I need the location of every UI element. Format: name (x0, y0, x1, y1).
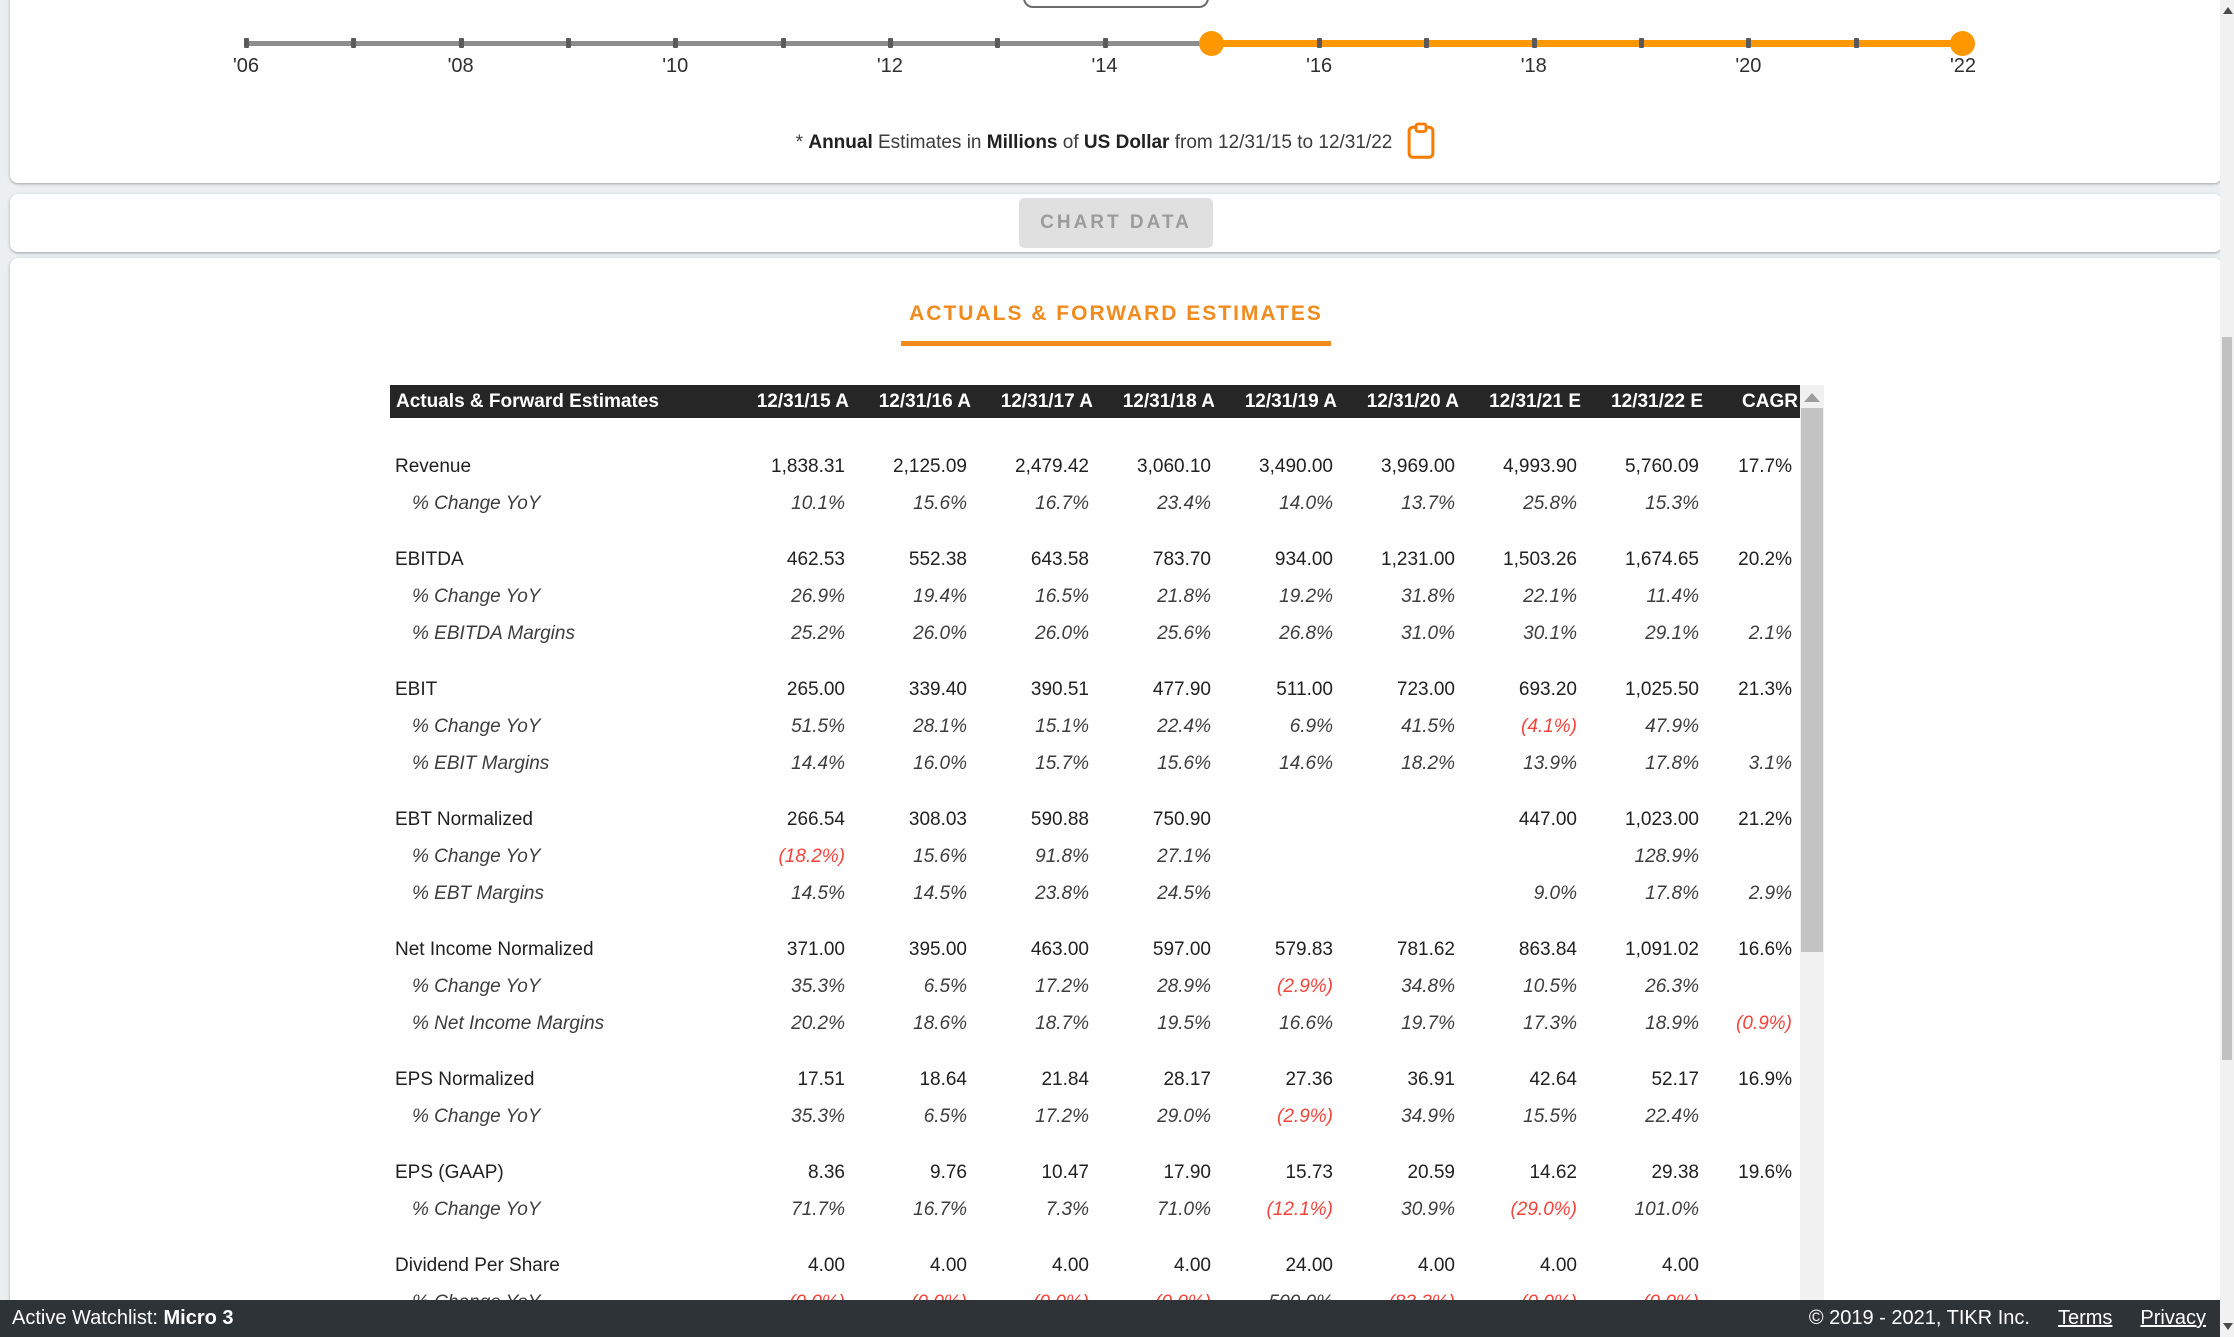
metric-value: 265.00 (786, 678, 845, 700)
scrollbar-up-icon[interactable] (2223, 7, 2233, 14)
metric-value: 934.00 (1274, 548, 1333, 570)
cagr-value: 16.6% (1738, 938, 1792, 960)
estimates-table (390, 385, 1800, 1321)
slider-tick (459, 38, 464, 48)
scrollbar-down-icon[interactable] (2223, 1323, 2233, 1330)
slider-year-label: '22 (1949, 55, 1977, 77)
metric-value: 15.6% (913, 845, 967, 867)
table-row (390, 968, 1800, 1005)
metric-value (1461, 838, 1583, 875)
metric-value: 723.00 (1396, 678, 1455, 700)
table-row (390, 1247, 1800, 1284)
slider-handle-start[interactable] (1199, 31, 1224, 56)
metric-value: 23.4% (1157, 492, 1211, 514)
metric-value: 31.0% (1401, 622, 1455, 644)
slider-tick (1532, 38, 1537, 48)
metric-value: 390.51 (1030, 678, 1089, 700)
metric-value: 29.0% (1157, 1105, 1211, 1127)
table-row (390, 1098, 1800, 1135)
metric-value: 1,025.50 (1625, 678, 1699, 700)
metric-value: 4.00 (1540, 1254, 1577, 1276)
slider-tick (1103, 38, 1108, 48)
metric-value: 20.2% (791, 1012, 845, 1034)
cagr-value: 16.9% (1738, 1068, 1792, 1090)
metric-value: 783.70 (1152, 548, 1211, 570)
metric-value (1339, 875, 1461, 912)
footnote-currency: US Dollar (1083, 132, 1170, 153)
spacer-row (390, 1135, 1800, 1154)
metric-value: (4.1%) (1521, 715, 1577, 737)
metric-value: (12.1%) (1266, 1198, 1333, 1220)
metric-value: 643.58 (1030, 548, 1089, 570)
cagr-value (1705, 838, 1800, 875)
table-row (390, 448, 1800, 485)
metric-value: 750.90 (1152, 808, 1211, 830)
chart-card (10, 0, 2222, 183)
metric-value: 6.5% (923, 975, 967, 997)
metric-value: 47.9% (1645, 715, 1699, 737)
metric-label: % EBITDA Margins (412, 622, 575, 644)
metric-value: 18.2% (1401, 752, 1455, 774)
metric-value: 4.00 (1174, 1254, 1211, 1276)
metric-value: 26.0% (1035, 622, 1089, 644)
metric-value: 24.5% (1157, 882, 1211, 904)
metric-value: (2.9%) (1277, 975, 1333, 997)
metric-value: 42.64 (1529, 1068, 1577, 1090)
metric-value: 101.0% (1634, 1198, 1699, 1220)
metric-value: 14.0% (1279, 492, 1333, 514)
metric-value: 781.62 (1396, 938, 1455, 960)
table-header-cell: 12/31/21 E (1461, 385, 1583, 418)
metric-value: 30.9% (1401, 1198, 1455, 1220)
metric-value: 24.00 (1285, 1254, 1333, 1276)
table-row (390, 485, 1800, 522)
metric-value: 17.3% (1523, 1012, 1577, 1034)
metric-value: 1,231.00 (1381, 548, 1455, 570)
metric-label: EBT Normalized (395, 808, 533, 830)
cagr-value (1705, 1191, 1800, 1228)
metric-value: 29.38 (1651, 1161, 1699, 1183)
metric-value: 31.8% (1401, 585, 1455, 607)
metric-value: 4.00 (1418, 1254, 1455, 1276)
metric-value: 21.8% (1157, 585, 1211, 607)
table-row (390, 838, 1800, 875)
metric-label: % Change YoY (412, 715, 541, 737)
estimates-table-card (10, 258, 2222, 1337)
metric-value: 15.6% (1157, 752, 1211, 774)
cagr-value (1705, 1098, 1800, 1135)
table-header-cell: 12/31/18 A (1095, 385, 1217, 418)
metric-value: 597.00 (1152, 938, 1211, 960)
metric-value (1339, 801, 1461, 838)
metric-value: 3,969.00 (1381, 455, 1455, 477)
metric-value: 26.9% (791, 585, 845, 607)
slider-year-label: '10 (662, 55, 689, 77)
table-header-cell: 12/31/22 E (1583, 385, 1705, 418)
metric-value: 552.38 (908, 548, 967, 570)
table-row (390, 745, 1800, 782)
metric-label: % Change YoY (412, 585, 541, 607)
table-header-row (390, 385, 1800, 418)
chart-data-button[interactable]: CHART DATA (1019, 198, 1213, 248)
metric-label: % Change YoY (412, 492, 541, 514)
metric-label: Revenue (395, 455, 472, 477)
metric-value: 15.7% (1035, 752, 1089, 774)
privacy-link[interactable]: Privacy (2140, 1307, 2206, 1329)
metric-value: 579.83 (1274, 938, 1333, 960)
metric-value: 36.91 (1407, 1068, 1455, 1090)
slider-year-label: '16 (1306, 55, 1333, 77)
slider-tick (351, 38, 356, 48)
cagr-value: 21.3% (1738, 678, 1792, 700)
metric-value: 15.73 (1285, 1161, 1333, 1183)
metric-value: 23.8% (1035, 882, 1089, 904)
slider-tick (244, 38, 249, 48)
metric-value: 19.5% (1157, 1012, 1211, 1034)
metric-label: EBIT (395, 678, 438, 700)
table-row (390, 708, 1800, 745)
metric-value: 22.1% (1523, 585, 1577, 607)
metric-value: 2,125.09 (893, 455, 967, 477)
slider-tick (1854, 38, 1859, 48)
metric-value: 15.3% (1645, 492, 1699, 514)
metric-value: 71.7% (791, 1198, 845, 1220)
copyright: © 2019 - 2021, TIKR Inc. (1808, 1307, 2030, 1329)
page-scrollbar-thumb[interactable] (2222, 337, 2232, 1060)
metric-value: 16.7% (1035, 492, 1089, 514)
cagr-value: 2.1% (1748, 622, 1792, 644)
table-header-cell: 12/31/20 A (1339, 385, 1461, 418)
metric-value: 1,091.02 (1625, 938, 1699, 960)
metric-value: 18.7% (1035, 1012, 1089, 1034)
slider-year-label: '20 (1735, 55, 1762, 77)
slider-tick (995, 38, 1000, 48)
metric-value: 20.59 (1407, 1161, 1455, 1183)
table-scrollbar[interactable] (1800, 385, 1824, 1300)
metric-value: 17.2% (1035, 1105, 1089, 1127)
slider-tick (1746, 38, 1751, 48)
metric-value: 693.20 (1518, 678, 1577, 700)
metric-label: % EBT Margins (412, 882, 544, 904)
cagr-value: 21.2% (1738, 808, 1792, 830)
slider-tick (781, 38, 786, 48)
cagr-value (1705, 485, 1800, 522)
metric-value: 371.00 (786, 938, 845, 960)
metric-value: 52.17 (1651, 1068, 1699, 1090)
metric-value: 28.9% (1157, 975, 1211, 997)
table-row (390, 1154, 1800, 1191)
clipboard-icon[interactable] (1406, 122, 1436, 160)
metric-value: (18.2%) (778, 845, 845, 867)
metric-value: 339.40 (908, 678, 967, 700)
metric-value: 7.3% (1045, 1198, 1089, 1220)
table-row (390, 1005, 1800, 1042)
metric-value (1217, 801, 1339, 838)
metric-value: 4,993.90 (1503, 455, 1577, 477)
metric-value: 1,674.65 (1625, 548, 1699, 570)
metric-value: 15.1% (1035, 715, 1089, 737)
metric-label: % Net Income Margins (412, 1012, 605, 1034)
cagr-value (1705, 1247, 1800, 1284)
metric-value: 463.00 (1030, 938, 1089, 960)
spacer-row (390, 522, 1800, 541)
metric-value: 14.62 (1529, 1161, 1577, 1183)
metric-value: 14.6% (1279, 752, 1333, 774)
metric-label: % Change YoY (412, 975, 541, 997)
metric-label: % Change YoY (412, 845, 541, 867)
slider-year-label: '14 (1091, 55, 1118, 77)
spacer-row (390, 912, 1800, 931)
metric-value: 26.0% (913, 622, 967, 644)
table-row (390, 671, 1800, 708)
metric-value: 10.47 (1041, 1161, 1089, 1183)
metric-label: EPS Normalized (395, 1068, 535, 1090)
slider-selected-range[interactable] (1212, 40, 1963, 47)
metric-value: 25.8% (1523, 492, 1577, 514)
metric-value (1217, 838, 1339, 875)
table-wrap (390, 385, 1824, 1321)
slider-tick (1424, 38, 1429, 48)
table-row (390, 801, 1800, 838)
slider-year-label: '12 (876, 55, 903, 77)
metric-value: 16.5% (1035, 585, 1089, 607)
metric-value: 17.90 (1163, 1161, 1211, 1183)
metric-value: 1,503.26 (1503, 548, 1577, 570)
table-row (390, 1191, 1800, 1228)
spacer-row (390, 782, 1800, 801)
metric-value: 19.4% (913, 585, 967, 607)
metric-value: 128.9% (1634, 845, 1699, 867)
table-body (390, 418, 1800, 1321)
metric-value: 22.4% (1157, 715, 1211, 737)
metric-value: 3,490.00 (1259, 455, 1333, 477)
metric-value: 4.00 (1662, 1254, 1699, 1276)
spacer-row (390, 418, 1800, 448)
metric-value: 2,479.42 (1015, 455, 1089, 477)
metric-value: 462.53 (786, 548, 845, 570)
cagr-value (1705, 578, 1800, 615)
metric-value (1217, 875, 1339, 912)
metric-value: 863.84 (1518, 938, 1577, 960)
metric-value: 35.3% (791, 1105, 845, 1127)
estimates-footnote (10, 122, 2222, 160)
metric-value: 11.4% (1646, 585, 1699, 607)
spacer-row (390, 652, 1800, 671)
table-header-cell: 12/31/17 A (973, 385, 1095, 418)
cagr-value: 2.9% (1748, 882, 1792, 904)
watchlist-name: Micro 3 (163, 1307, 234, 1329)
metric-value: 17.8% (1645, 882, 1699, 904)
metric-value: 1,023.00 (1625, 808, 1699, 830)
watchlist-label: Active Watchlist: (12, 1307, 164, 1329)
metric-label: Net Income Normalized (395, 938, 594, 960)
slider-year-label: '06 (232, 55, 260, 77)
metric-value: 5,760.09 (1625, 455, 1699, 477)
footnote-mid2: of (1057, 132, 1084, 153)
metric-value: 17.8% (1645, 752, 1699, 774)
cagr-value: 19.6% (1738, 1161, 1792, 1183)
slider-handle-end[interactable] (1950, 31, 1975, 56)
slider-tick (673, 38, 678, 48)
chart-data-strip (10, 194, 2222, 252)
metric-value: 27.1% (1157, 845, 1211, 867)
metric-value: 18.9% (1645, 1012, 1699, 1034)
table-header-cell: 12/31/15 A (729, 385, 851, 418)
metric-value: 6.9% (1289, 715, 1333, 737)
metric-value: 41.5% (1401, 715, 1455, 737)
metric-value: 16.7% (913, 1198, 967, 1220)
spacer-row (390, 1228, 1800, 1247)
metric-value: 21.84 (1041, 1068, 1089, 1090)
terms-link[interactable]: Terms (2057, 1307, 2113, 1329)
metric-value: 14.5% (791, 882, 845, 904)
metric-value: 17.51 (797, 1068, 845, 1090)
metric-value: 25.6% (1157, 622, 1211, 644)
slider-tick (1317, 38, 1322, 48)
metric-value: 511.00 (1276, 678, 1333, 700)
metric-value: 4.00 (1052, 1254, 1089, 1276)
footnote-annual: Annual (808, 132, 873, 153)
cagr-value: 17.7% (1738, 455, 1792, 477)
metric-value: 18.6% (913, 1012, 967, 1034)
metric-value: 34.8% (1401, 975, 1455, 997)
slider-year-label: '08 (447, 55, 474, 77)
metric-label: % Change YoY (412, 1198, 541, 1220)
metric-value: 16.6% (1279, 1012, 1333, 1034)
table-row (390, 875, 1800, 912)
timeline-slider[interactable] (246, 31, 1963, 55)
metric-value: 29.1% (1645, 622, 1699, 644)
metric-value: 6.5% (923, 1105, 967, 1127)
title-underline (901, 341, 1331, 346)
slider-tooltip[interactable] (1023, 0, 1209, 8)
metric-value: 16.0% (913, 752, 967, 774)
metric-value: 10.1% (791, 492, 845, 514)
slider-tick (888, 38, 893, 48)
spacer-row (390, 1042, 1800, 1061)
scroll-up-icon[interactable] (1804, 393, 1820, 402)
metric-value: 13.9% (1523, 752, 1577, 774)
table-scrollbar-thumb[interactable] (1801, 408, 1823, 952)
footnote-mid1: Estimates in (872, 132, 987, 153)
metric-value: 25.2% (791, 622, 845, 644)
metric-label: EPS (GAAP) (395, 1161, 504, 1183)
footnote-millions: Millions (986, 132, 1058, 153)
table-row (390, 931, 1800, 968)
metric-value: 27.36 (1285, 1068, 1333, 1090)
table-header-cell: CAGR (1705, 385, 1800, 418)
slider-tick (566, 38, 571, 48)
table-row (390, 1061, 1800, 1098)
metric-value: 8.36 (808, 1161, 845, 1183)
metric-value: 51.5% (791, 715, 845, 737)
metric-value: 1,838.31 (771, 455, 845, 477)
metric-value: 10.5% (1523, 975, 1577, 997)
status-bar (0, 1300, 2220, 1337)
metric-value: 35.3% (791, 975, 845, 997)
slider-year-labels (232, 55, 1977, 81)
metric-value: 91.8% (1035, 845, 1089, 867)
metric-value: 34.9% (1401, 1105, 1455, 1127)
metric-value: 19.2% (1279, 585, 1333, 607)
metric-value: 9.76 (930, 1161, 967, 1183)
metric-value: 14.5% (913, 882, 967, 904)
metric-label: EBITDA (395, 548, 464, 570)
slider-tick (1639, 38, 1644, 48)
page-scrollbar[interactable] (2220, 0, 2234, 1337)
metric-value: 13.7% (1401, 492, 1455, 514)
metric-label: Dividend Per Share (395, 1254, 560, 1276)
metric-value: 30.1% (1523, 622, 1577, 644)
metric-value: 22.4% (1645, 1105, 1699, 1127)
metric-value: 9.0% (1533, 882, 1577, 904)
cagr-value: 3.1% (1748, 752, 1792, 774)
table-row (390, 615, 1800, 652)
table-row (390, 578, 1800, 615)
cagr-value: (0.9%) (1736, 1012, 1792, 1034)
table-row (390, 541, 1800, 578)
metric-value: 395.00 (908, 938, 967, 960)
cagr-value: 20.2% (1738, 548, 1792, 570)
metric-value: 28.17 (1163, 1068, 1211, 1090)
metric-value: 17.2% (1035, 975, 1089, 997)
metric-value: 26.3% (1645, 975, 1699, 997)
metric-value: 4.00 (808, 1254, 845, 1276)
slider-year-label: '18 (1520, 55, 1547, 77)
metric-value: 266.54 (786, 808, 845, 830)
metric-value: 4.00 (930, 1254, 967, 1276)
table-header-cell: 12/31/19 A (1217, 385, 1339, 418)
metric-value: 477.90 (1152, 678, 1211, 700)
table-header-cell: 12/31/16 A (851, 385, 973, 418)
footnote-prefix: * (795, 132, 809, 153)
cagr-value (1705, 708, 1800, 745)
metric-value: (2.9%) (1277, 1105, 1333, 1127)
metric-value: 26.8% (1279, 622, 1333, 644)
metric-value: (29.0%) (1510, 1198, 1577, 1220)
metric-value: 71.0% (1157, 1198, 1211, 1220)
metric-value: 590.88 (1030, 808, 1089, 830)
metric-value: 308.03 (908, 808, 967, 830)
metric-value: 18.64 (919, 1068, 967, 1090)
metric-value (1339, 838, 1461, 875)
cagr-value (1705, 968, 1800, 1005)
metric-label: % EBIT Margins (412, 752, 550, 774)
metric-label: % Change YoY (412, 1105, 541, 1127)
footnote-range: from 12/31/15 to 12/31/22 (1169, 132, 1393, 153)
metric-value: 15.5% (1523, 1105, 1577, 1127)
table-header-cell: Actuals & Forward Estimates (390, 385, 729, 418)
metric-value: 14.4% (791, 752, 845, 774)
metric-value: 19.7% (1401, 1012, 1455, 1034)
table-title: ACTUALS & FORWARD ESTIMATES (909, 302, 1323, 325)
active-watchlist (12, 1307, 234, 1330)
metric-value: 28.1% (913, 715, 967, 737)
metric-value: 3,060.10 (1137, 455, 1211, 477)
metric-value: 15.6% (913, 492, 967, 514)
metric-value: 447.00 (1518, 808, 1577, 830)
